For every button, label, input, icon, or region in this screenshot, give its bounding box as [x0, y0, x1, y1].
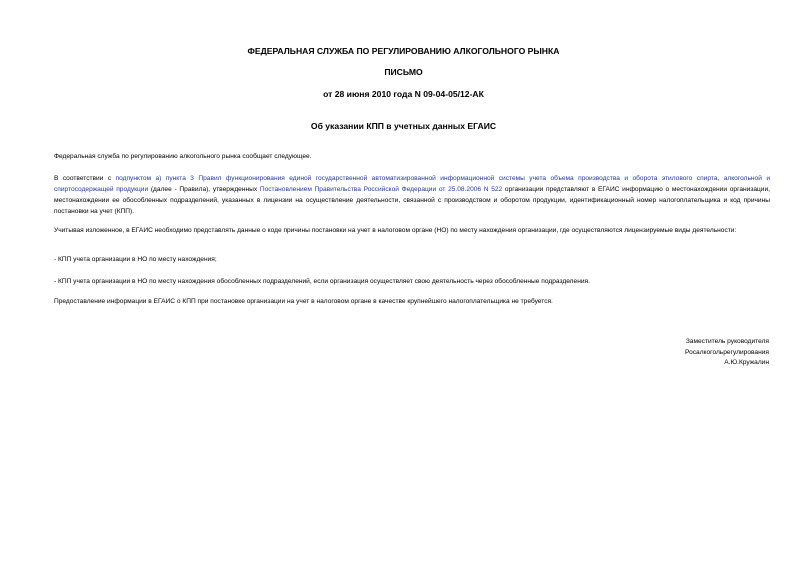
signatory-name: А.Ю.Кружалин: [724, 359, 769, 366]
paragraph-legal-basis-mid: (далее - Правила), утвержденных: [148, 186, 260, 193]
signatory-position: Заместитель руководителя: [685, 338, 769, 345]
signature-block: [685, 337, 769, 369]
document-subject: Об указании КПП в учетных данных ЕГАИС: [310, 121, 497, 131]
paragraph-legal-basis: [54, 173, 770, 217]
agency-title: ФЕДЕРАЛЬНАЯ СЛУЖБА ПО РЕГУЛИРОВАНИЮ АЛКОГОЛЬНОГО РЫНКА: [247, 46, 560, 56]
paragraph-legal-basis-lead: В соответствии с: [54, 175, 116, 182]
document-date-number: от 28 июня 2010 года N 09-04-05/12-АК: [323, 89, 484, 99]
paragraph-intro: Федеральная служба по регулированию алкогольного рынка сообщает следующее.: [54, 153, 312, 160]
signatory-organization: Росалкогольрегулирования: [684, 348, 769, 356]
list-item-kpp-subdivisions: - КПП учета организации в НО по месту нахождения обособленных подразделений, если организация осуществляет свою деятельность через обособленные подразделения.: [54, 278, 590, 285]
paragraph-exemption: Предоставление информации в ЕГАИС о КПП при постановке организации на учет в налоговом органе в качестве крупнейшего налогоплательщика не требуется.: [54, 298, 553, 305]
paragraph-requirement: Учитывая изложенное, в ЕГАИС необходимо представлять данные о коде причины постановки на учет в налоговом органе (НО) по месту нахождения организации, где осуществляются лицензируемые виды деятельности:: [54, 227, 737, 234]
document-type: ПИСЬМО: [384, 67, 423, 77]
link-government-decree[interactable]: Постановлением Правительства Российской Федерации от 25.08.2006 N 522: [259, 186, 503, 193]
paragraph-legal-basis-tail: организации представляют в ЕГАИС информацию о местонахождении организации, местонахождении ее обособленных подразделений, указанных в лицензии на осуществление деятельности, связанной с производством и оборотом продукции, идентификационный номер налогоплательщика и код причины постановки на учет (КПП).: [54, 186, 770, 215]
link-rules-subclause[interactable]: подпунктом а) пункта 3 Правил функционирования единой государственной автоматизированной информационной системы учета объема производства и оборота этилового спирта, алкогольной и спиртосодержащей продукции: [54, 175, 771, 193]
list-item-kpp-location: - КПП учета организации в НО по месту нахождения;: [54, 256, 217, 263]
